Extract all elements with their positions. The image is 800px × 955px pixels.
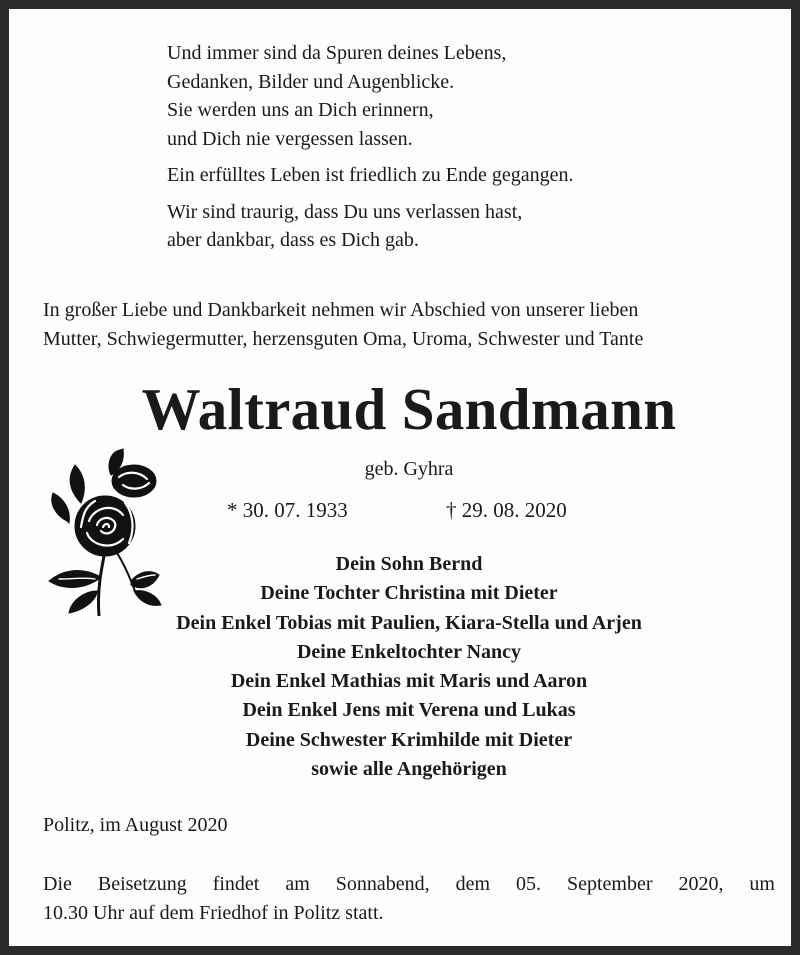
family-member: Dein Enkel Tobias mit Paulien, Kiara-Stella und Arjen — [176, 611, 642, 634]
family-member: Dein Enkel Mathias mit Maris und Aaron — [230, 670, 588, 693]
poem-line: und Dich nie vergessen lassen. — [167, 127, 413, 150]
family-member: Deine Enkeltochter Nancy — [296, 640, 522, 663]
poem — [167, 39, 574, 263]
family-member: Deine Tochter Christina mit Dieter — [260, 582, 558, 605]
intro-line: In großer Liebe und Dankbarkeit nehmen wir Abschied von unserer lieben — [43, 299, 639, 321]
poem-stanza — [167, 198, 574, 255]
burial-line: 10.30 Uhr auf dem Friedhof in Politz statt. — [43, 902, 384, 924]
death-date: † 29. 08. 2020 — [446, 498, 567, 522]
family-member: Dein Sohn Bernd — [335, 553, 483, 575]
burial-line: Die Beisetzung findet am Sonnabend, dem 05. September 2020, um — [43, 873, 775, 895]
place-date: Politz, im August 2020 — [43, 814, 228, 836]
poem-stanza — [167, 161, 574, 190]
poem-line: Und immer sind da Spuren deines Lebens, — [167, 42, 507, 64]
deceased-name: Waltraud Sandmann — [141, 376, 677, 442]
family-member: sowie alle Angehörigen — [311, 758, 507, 781]
family-member: Dein Enkel Jens mit Verena und Lukas — [242, 699, 576, 722]
poem-line: Ein erfülltes Leben ist friedlich zu Ende gegangen. — [167, 164, 574, 186]
poem-line: Sie werden uns an Dich erinnern, — [167, 99, 434, 121]
intro-line: Mutter, Schwiegermutter, herzensguten Oma, Uroma, Schwester und Tante — [43, 328, 644, 350]
poem-line: aber dankbar, dass es Dich gab. — [167, 229, 419, 251]
poem-line: Wir sind traurig, dass Du uns verlassen hast, — [167, 200, 523, 223]
poem-stanza — [167, 39, 574, 153]
maiden-name: geb. Gyhra — [364, 458, 454, 480]
family-member: Deine Schwester Krimhilde mit Dieter — [245, 728, 573, 751]
intro-text — [43, 296, 643, 354]
birth-date: * 30. 07. 1933 — [227, 498, 348, 522]
poem-line: Gedanken, Bilder und Augenblicke. — [167, 70, 455, 93]
burial-notice — [43, 870, 775, 928]
family-list — [9, 550, 800, 784]
